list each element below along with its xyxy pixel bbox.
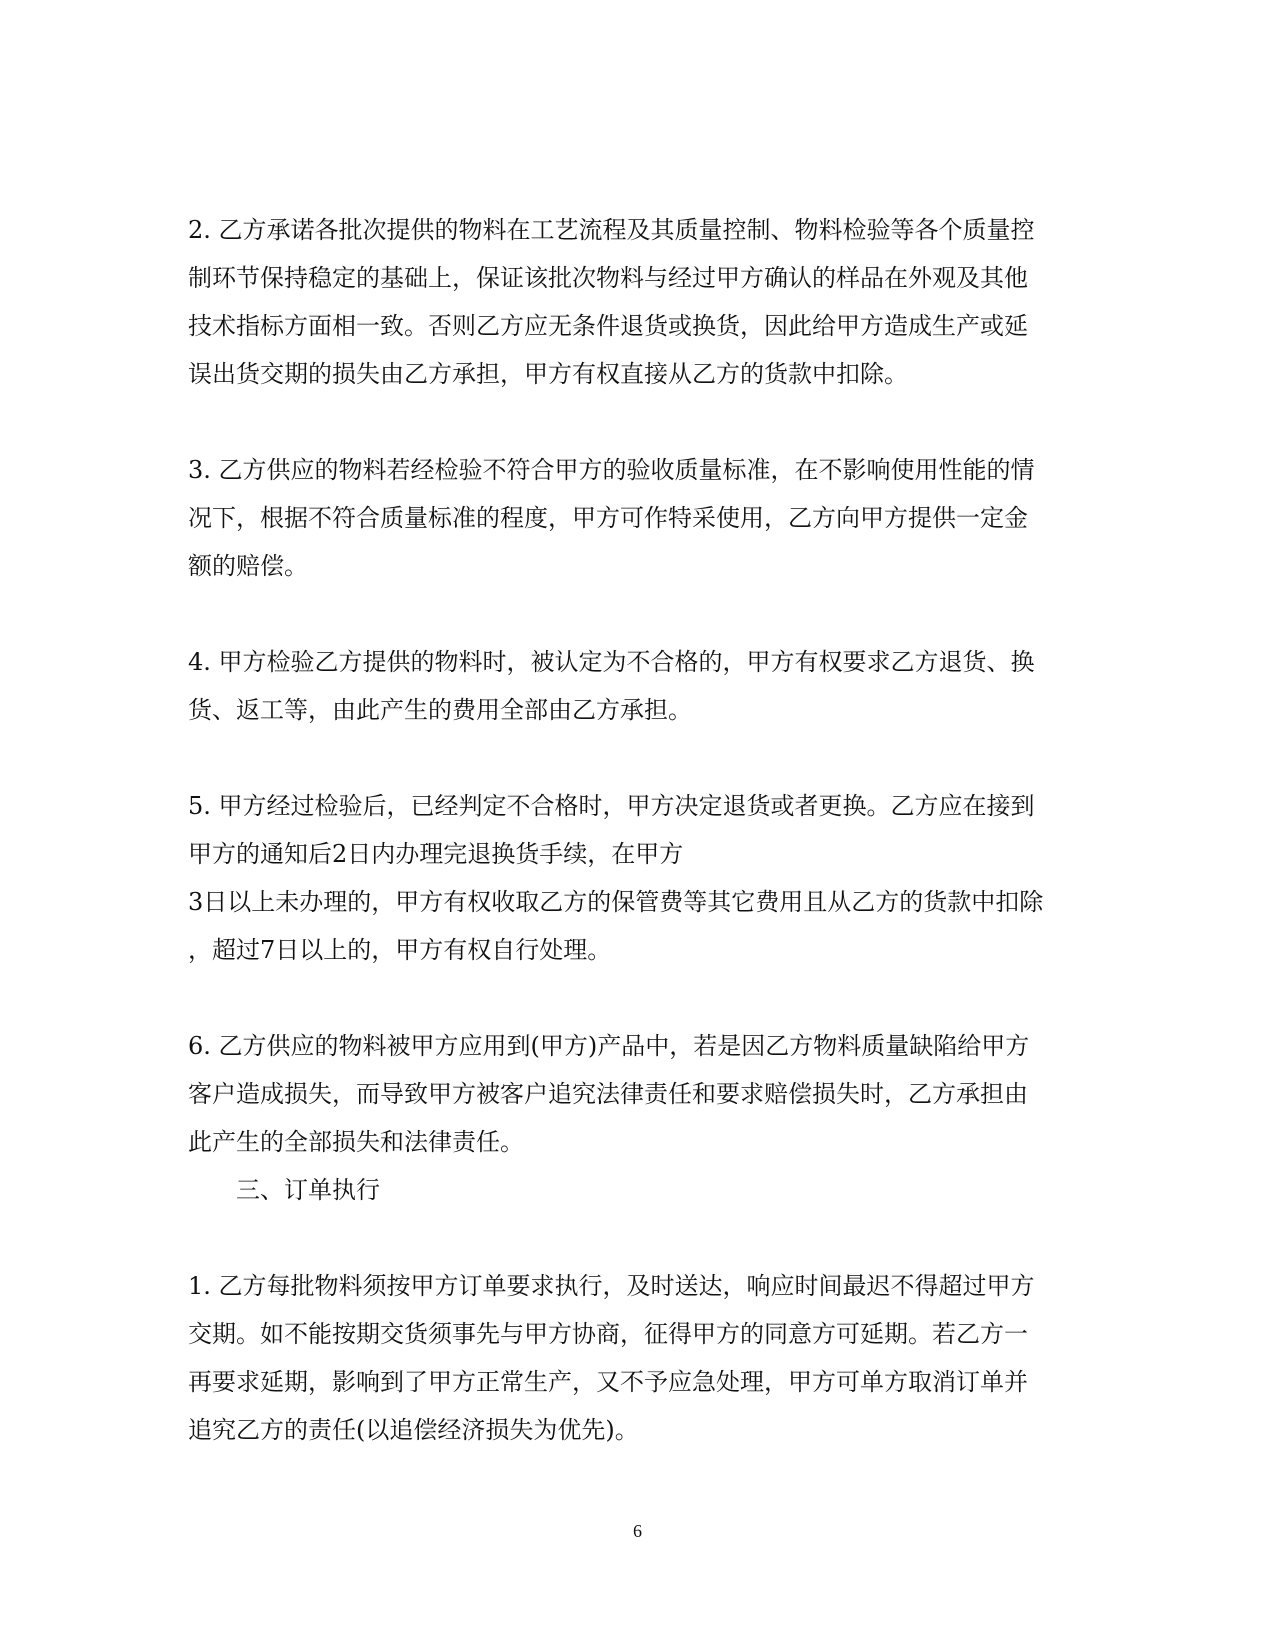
paragraph-spacer xyxy=(188,1214,1088,1262)
clause-5-paragraph xyxy=(188,782,1088,974)
paragraph-spacer xyxy=(188,734,1088,782)
text-line: 此产生的全部损失和法律责任。 xyxy=(188,1128,524,1156)
page-number: 6 xyxy=(633,1521,642,1541)
document-body xyxy=(188,206,1088,1454)
text-line: 制环节保持稳定的基础上，保证该批次物料与经过甲方确认的样品在外观及其他 xyxy=(188,264,1028,292)
text-line: 额的赔偿。 xyxy=(188,552,308,580)
text-line: 1. 乙方每批物料须按甲方订单要求执行，及时送达，响应时间最迟不得超过甲方 xyxy=(188,1272,1035,1300)
text-line: 技术指标方面相一致。否则乙方应无条件退货或换货，因此给甲方造成生产或延 xyxy=(188,312,1028,340)
text-line: 追究乙方的责任(以追偿经济损失为优先)。 xyxy=(188,1416,639,1444)
text-line: 4. 甲方检验乙方提供的物料时，被认定为不合格的，甲方有权要求乙方退货、换 xyxy=(188,648,1035,676)
paragraph-spacer xyxy=(188,590,1088,638)
clause-4-paragraph xyxy=(188,638,1088,734)
order-clause-1-paragraph xyxy=(188,1262,1088,1454)
paragraph-spacer xyxy=(188,974,1088,1022)
text-line: 5. 甲方经过检验后，已经判定不合格时，甲方决定退货或者更换。乙方应在接到 xyxy=(188,792,1035,820)
text-line: 货、返工等，由此产生的费用全部由乙方承担。 xyxy=(188,696,692,724)
text-line: 再要求延期，影响到了甲方正常生产，又不予应急处理，甲方可单方取消订单并 xyxy=(188,1368,1028,1396)
clause-3-paragraph xyxy=(188,446,1088,590)
clause-6-paragraph xyxy=(188,1022,1088,1166)
text-line: ，超过7日以上的，甲方有权自行处理。 xyxy=(188,936,612,964)
text-line: 6. 乙方供应的物料被甲方应用到(甲方)产品中，若是因乙方物料质量缺陷给甲方 xyxy=(188,1032,1030,1060)
text-line: 交期。如不能按期交货须事先与甲方协商，征得甲方的同意方可延期。若乙方一 xyxy=(188,1320,1028,1348)
text-line: 况下，根据不符合质量标准的程度，甲方可作特采使用，乙方向甲方提供一定金 xyxy=(188,504,1028,532)
text-line: 客户造成损失，而导致甲方被客户追究法律责任和要求赔偿损失时，乙方承担由 xyxy=(188,1080,1028,1108)
section-heading: 三、订单执行 xyxy=(236,1176,380,1204)
text-line: 甲方的通知后2日内办理完退换货手续，在甲方 xyxy=(188,840,684,868)
text-line: 误出货交期的损失由乙方承担，甲方有权直接从乙方的货款中扣除。 xyxy=(188,360,908,388)
text-line: 3. 乙方供应的物料若经检验不符合甲方的验收质量标准，在不影响使用性能的情 xyxy=(188,456,1035,484)
text-line: 3日以上未办理的，甲方有权收取乙方的保管费等其它费用且从乙方的货款中扣除 xyxy=(188,888,1044,916)
paragraph-spacer xyxy=(188,398,1088,446)
text-line: 2. 乙方承诺各批次提供的物料在工艺流程及其质量控制、物料检验等各个质量控 xyxy=(188,216,1035,244)
clause-2-paragraph xyxy=(188,206,1088,398)
